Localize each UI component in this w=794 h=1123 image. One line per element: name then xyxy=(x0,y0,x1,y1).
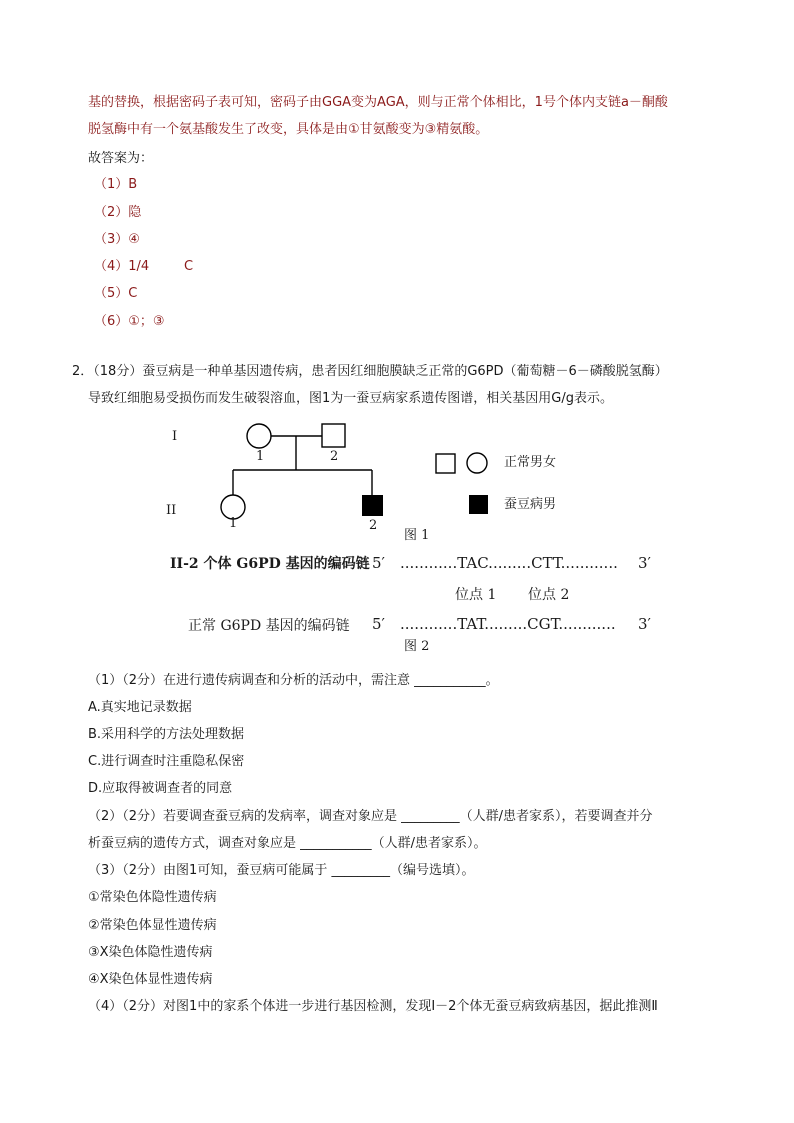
q3-option-2: ②常染色体显性遗传病 xyxy=(88,918,217,933)
answer-4-extra: C xyxy=(184,259,194,274)
i1-number: 1 xyxy=(256,449,265,464)
ii2-number: 2 xyxy=(369,518,378,533)
ii2-affected-male xyxy=(362,495,383,516)
figure1-caption: 图 1 xyxy=(404,528,430,543)
q2-line-1: （2）（2分）若要调查蚕豆病的发病率，调查对象应是 _________（人群/患者家系），若要调查并分 xyxy=(88,809,653,824)
generation-ii-label: II xyxy=(166,503,177,518)
q3-option-3: ③X染色体隐性遗传病 xyxy=(88,945,213,960)
q1-option-a: A.真实地记录数据 xyxy=(88,700,192,715)
q3-option-1: ①常染色体隐性遗传病 xyxy=(88,890,217,905)
analysis-line-2: 脱氢酶中有一个氨基酸发生了改变，具体是由①甘氨酸变为③精氨酸。 xyxy=(88,122,489,137)
answer-1: （1）B xyxy=(94,177,138,192)
q1-option-c: C.进行调查时注重隐私保密 xyxy=(88,754,245,769)
figure2-caption: 图 2 xyxy=(404,639,430,654)
generation-i-label: I xyxy=(172,429,178,444)
figure2-row1-five-prime: 5′ xyxy=(372,554,385,572)
i2-normal-male xyxy=(322,424,345,447)
figure2-row2-three-prime: 3′ xyxy=(638,615,651,633)
answer-2: （2）隐 xyxy=(94,205,142,220)
figure2-row1-sequence: ............TAC.........CTT............ xyxy=(400,554,618,572)
answer-5: （5）C xyxy=(94,286,138,301)
figure2-row2-five-prime: 5′ xyxy=(372,615,385,633)
answer-6: （6）①；③ xyxy=(94,314,165,329)
question2-intro-line-1: 2．（18分）蚕豆病是一种单基因遗传病，患者因红细胞膜缺乏正常的G6PD（葡萄糖－6－磷酸脱氢酶） xyxy=(72,364,668,379)
ii1-number: 1 xyxy=(229,516,238,531)
q1-option-b: B.采用科学的方法处理数据 xyxy=(88,727,245,742)
figure2-row1-label: II-2 个体 G6PD 基因的编码链 xyxy=(170,556,370,572)
legend-normal-female-icon xyxy=(467,453,487,473)
q1-option-d: D.应取得被调查者的同意 xyxy=(88,781,233,796)
answers-title: 故答案为： xyxy=(88,151,154,166)
i2-number: 2 xyxy=(330,449,339,464)
site2-label: 位点 2 xyxy=(528,587,570,603)
figure2-row2-sequence: ............TAT.........CGT............ xyxy=(400,615,616,633)
legend-affected-label: 蚕豆病男 xyxy=(504,497,557,512)
site1-label: 位点 1 xyxy=(455,587,497,603)
q2-line-2: 析蚕豆病的遗传方式，调查对象应是 ___________（人群/患者家系）。 xyxy=(88,836,487,851)
analysis-line-1: 基的替换，根据密码子表可知，密码子由GGA变为AGA，则与正常个体相比，1号个体内支链a－酮酸 xyxy=(88,95,668,110)
q3-option-4: ④X染色体显性遗传病 xyxy=(88,972,213,987)
question2-intro-line-2: 导致红细胞易受损伤而发生破裂溶血，图1为一蚕豆病家系遗传图谱，相关基因用G/g表示。 xyxy=(88,391,613,406)
legend-affected-male-icon xyxy=(469,495,488,514)
figure2-row2-label: 正常 G6PD 基因的编码链 xyxy=(188,618,350,634)
q1-stem: （1）（2分）在进行遗传病调查和分析的活动中，需注意 ___________。 xyxy=(88,673,499,688)
i1-normal-female xyxy=(247,424,271,448)
legend-normal-male-icon xyxy=(436,454,455,473)
q3-stem: （3）（2分）由图1可知，蚕豆病可能属于 _________（编号选填）。 xyxy=(88,863,475,878)
figure2-row1-three-prime: 3′ xyxy=(638,554,651,572)
q4-stem: （4）（2分）对图1中的家系个体进一步进行基因检测，发现Ⅰ－2个体无蚕豆病致病基因，据此推测Ⅱ xyxy=(88,999,658,1014)
legend-normal-label: 正常男女 xyxy=(504,455,557,470)
answer-4: （4）1/4 xyxy=(94,259,150,274)
answer-3: （3）④ xyxy=(94,232,140,247)
